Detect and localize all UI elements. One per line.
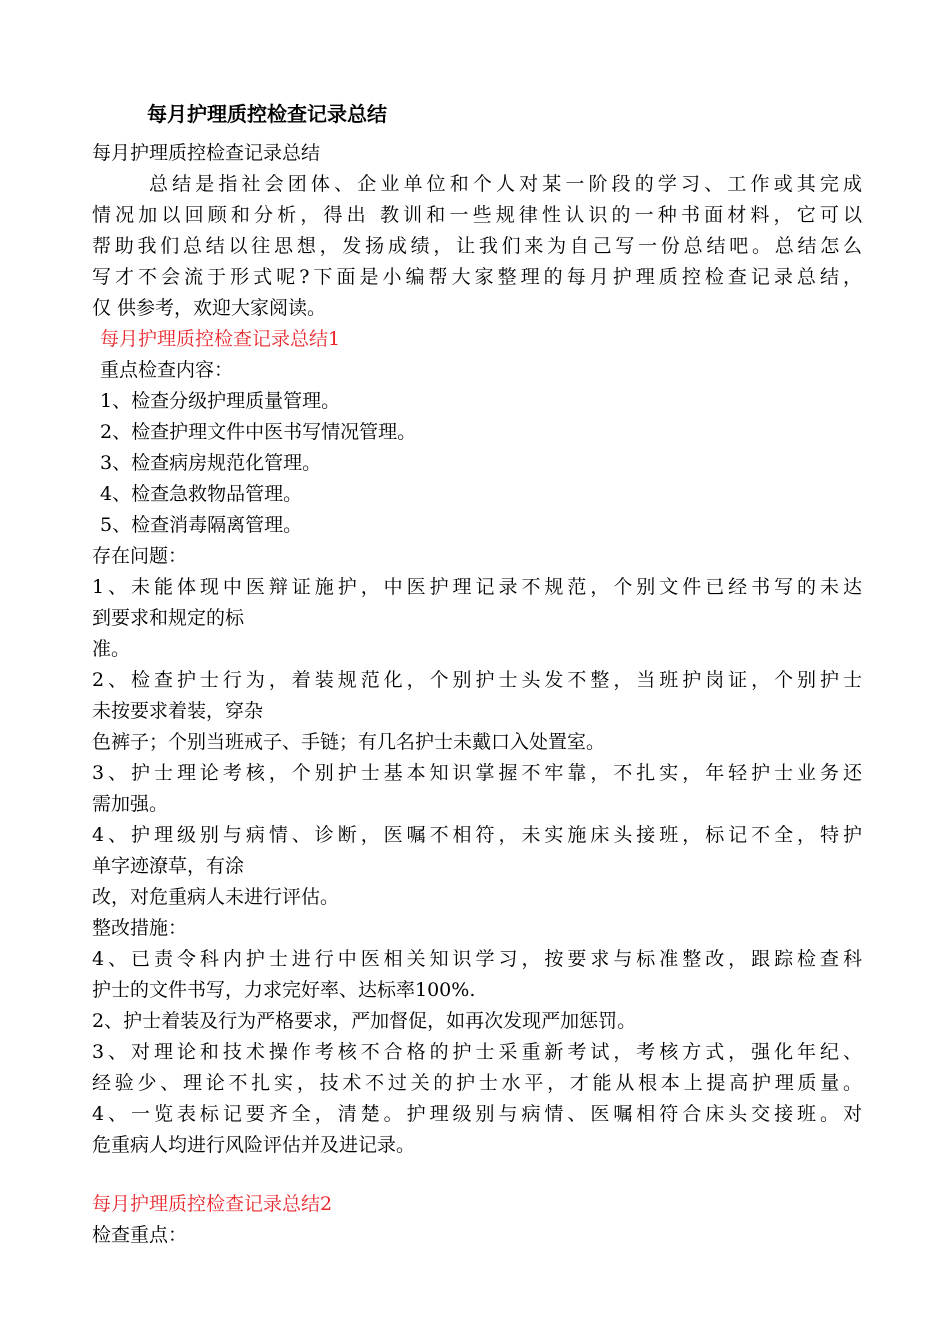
problem-line: 未按要求着装，穿杂 bbox=[92, 700, 264, 722]
intro-line: 写才不会流于形式呢?下面是小编帮大家整理的每月护理质控检查记录总结， bbox=[92, 266, 862, 288]
focus-item: 4、检查急救物品管理。 bbox=[100, 483, 303, 505]
section-heading: 每月护理质控检查记录总结2 bbox=[92, 1193, 333, 1215]
measure-line: 经验少、理论不扎实，技术不过关的护士水平，才能从根本上提高护理质量。 bbox=[92, 1072, 862, 1094]
problem-line: 需加强。 bbox=[92, 793, 169, 815]
focus-item: 3、检查病房规范化管理。 bbox=[100, 452, 322, 474]
section-heading: 每月护理质控检查记录总结1 bbox=[100, 328, 341, 350]
section-spacer bbox=[92, 1161, 862, 1189]
problem-line: 到要求和规定的标 bbox=[92, 607, 245, 629]
problem-line: 3、护士理论考核，个别护士基本知识掌握不牢靠，不扎实，年轻护士业务还 bbox=[92, 762, 862, 784]
measure-line: 2、护士着装及行为严格要求，严加督促，如再次发现严加惩罚。 bbox=[92, 1010, 637, 1032]
document-body bbox=[92, 138, 862, 1251]
document-title: 每月护理质控检查记录总结 bbox=[147, 102, 387, 126]
problem-line: 1、未能体现中医辩证施护，中医护理记录不规范，个别文件已经书写的未达 bbox=[92, 576, 862, 598]
problems-label: 存在问题： bbox=[92, 545, 188, 567]
problem-line: 改，对危重病人未进行评估。 bbox=[92, 886, 340, 908]
measure-line: 危重病人均进行风险评估并及进记录。 bbox=[92, 1134, 416, 1156]
problem-line: 色裤子；个别当班戒子、手链；有几名护士未戴口入处置室。 bbox=[92, 731, 606, 753]
focus-label: 重点检查内容： bbox=[100, 359, 234, 381]
measure-line: 4、一览表标记要齐全，清楚。护理级别与病情、医嘱相符合床头交接班。对 bbox=[92, 1103, 862, 1125]
document-subtitle: 每月护理质控检查记录总结 bbox=[92, 142, 321, 164]
intro-line: 帮助我们总结以往思想，发扬成绩，让我们来为自己写一份总结吧。总结怎么 bbox=[92, 235, 862, 257]
focus-item: 1、检查分级护理质量管理。 bbox=[100, 390, 341, 412]
measure-line: 护士的文件书写，力求完好率、达标率100%. bbox=[92, 979, 476, 1001]
measure-line: 3、对理论和技术操作考核不合格的护士采重新考试，考核方式，强化年纪、 bbox=[92, 1041, 862, 1063]
problem-line: 4、护理级别与病情、诊断，医嘱不相符，未实施床头接班，标记不全，特护 bbox=[92, 824, 862, 846]
measure-line: 4、已责令科内护士进行中医相关知识学习，按要求与标准整改，跟踪检查科 bbox=[92, 948, 862, 970]
intro-line: 总结是指社会团体、企业单位和个人对某一阶段的学习、工作或其完成 bbox=[149, 173, 862, 195]
measures-label: 整改措施： bbox=[92, 917, 188, 939]
problem-line: 单字迹潦草，有涂 bbox=[92, 855, 245, 877]
focus-label: 检查重点： bbox=[92, 1224, 188, 1246]
focus-item: 5、检查消毒隔离管理。 bbox=[100, 514, 303, 536]
problem-line: 2、检查护士行为，着装规范化，个别护士头发不整，当班护岗证，个别护士 bbox=[92, 669, 862, 691]
intro-line: 仅 供参考，欢迎大家阅读。 bbox=[92, 297, 327, 319]
intro-line: 情况加以回顾和分析，得出 教训和一些规律性认识的一种书面材料，它可以 bbox=[92, 204, 862, 226]
focus-item: 2、检查护理文件中医书写情况管理。 bbox=[100, 421, 417, 443]
problem-line: 准。 bbox=[92, 638, 131, 660]
